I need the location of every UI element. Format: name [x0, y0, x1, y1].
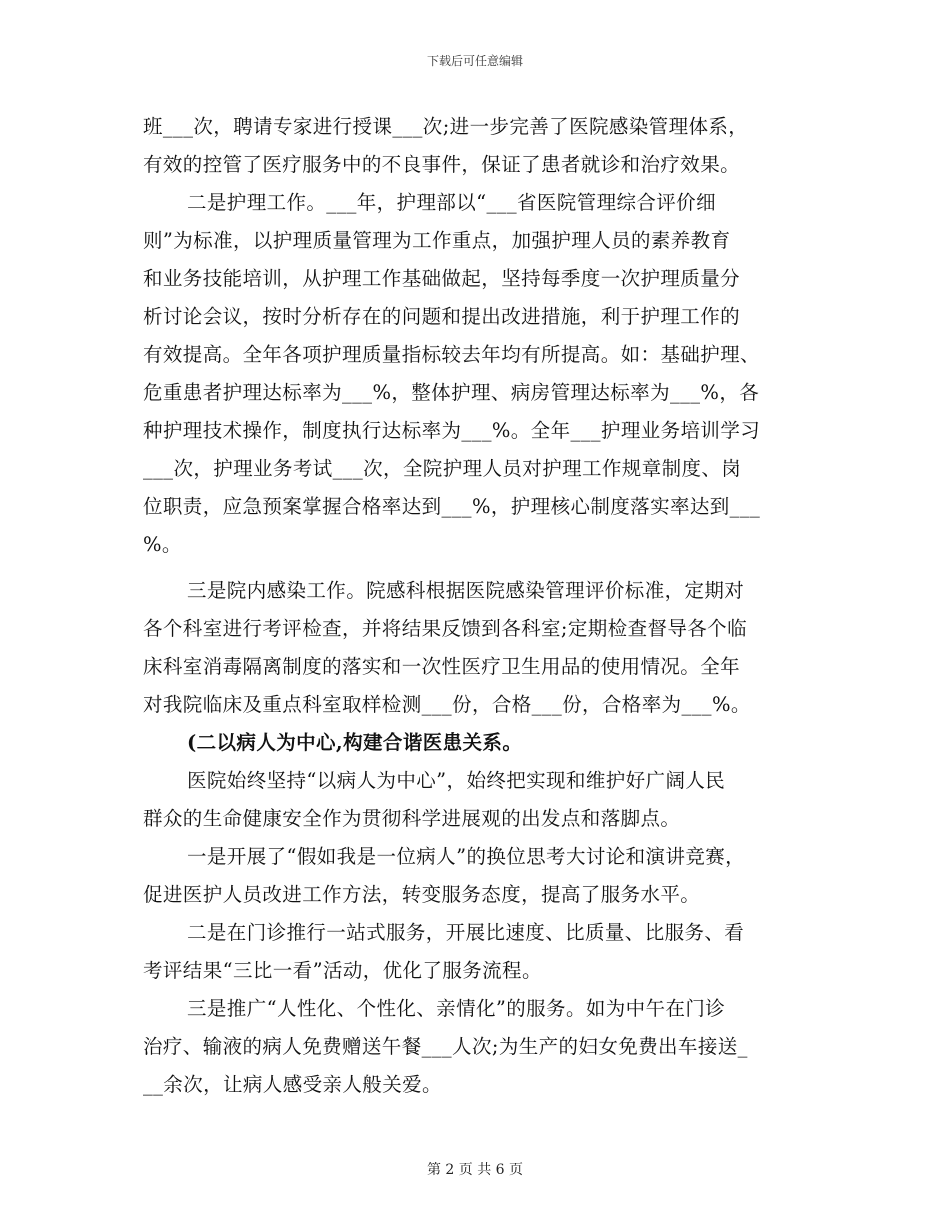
text-line: 位职责，应急预案掌握合格率达到___%，护理核心制度落实率达到___: [143, 495, 761, 518]
text-line: (二以病人为中心,构建合谐医患关系。: [187, 731, 523, 754]
text-line: 二是在门诊推行一站式服务，开展比速度、比质量、比服务、看: [187, 921, 745, 944]
text-line: 危重患者护理达标率为___%，整体护理、病房管理达标率为___%，各: [143, 381, 760, 404]
text-line: 班___次，聘请专家进行授课___次;进一步完善了医院感染管理体系，: [143, 115, 749, 138]
text-line: ___次，护理业务考试___次，全院护理人员对护理工作规章制度、岗: [143, 457, 742, 480]
text-line: %。: [143, 533, 182, 556]
header-note: 下载后可任意编辑: [426, 54, 523, 68]
text-line: 一是开展了“假如我是一位病人”的换位思考大讨论和演讲竞赛，: [187, 845, 746, 868]
text-line: 三是院内感染工作。院感科根据医院感染管理评价标准，定期对: [187, 579, 745, 602]
text-line: 各个科室进行考评检查，并将结果反馈到各科室;定期检查督导各个临: [143, 617, 747, 640]
text-line: 析讨论会议，按时分析存在的问题和提出改进措施，利于护理工作的: [143, 305, 741, 328]
text-line: 治疗、输液的病人免费赠送午餐___人次;为生产的妇女免费出车接送_: [143, 1035, 748, 1058]
text-line: 有效的控管了医疗服务中的不良事件，保证了患者就诊和治疗效果。: [143, 153, 741, 176]
text-line: 三是推广“人性化、个性化、亲情化”的服务。如为中午在门诊: [187, 997, 726, 1020]
text-line: 床科室消毒隔离制度的落实和一次性医疗卫生用品的使用情况。全年: [143, 655, 741, 678]
text-line: 促进医护人员改进工作方法，转变服务态度，提高了服务水平。: [143, 883, 701, 906]
text-line: 群众的生命健康安全作为贯彻科学进展观的出发点和落脚点。: [143, 807, 681, 830]
text-line: 考评结果“三比一看”活动，优化了服务流程。: [143, 959, 542, 982]
text-line: 医院始终坚持“以病人为中心”，始终把实现和维护好广阔人民: [187, 769, 726, 792]
document-body: [143, 108, 805, 1104]
text-line: 二是护理工作。___年，护理部以“___省医院管理综合评价细: [187, 191, 716, 214]
text-line: 有效提高。全年各项护理质量指标较去年均有所提高。如：基础护理、: [143, 343, 760, 366]
text-line: 对我院临床及重点科室取样检测___份，合格___份，合格率为___%。: [143, 693, 751, 716]
text-line: __余次，让病人感受亲人般关爱。: [143, 1073, 442, 1096]
text-line: 种护理技术操作，制度执行达标率为___%。全年___护理业务培训学习: [143, 419, 761, 442]
page-number: 第 2 页 共 6 页: [426, 1162, 524, 1178]
text-line: 和业务技能培训，从护理工作基础做起，坚持每季度一次护理质量分: [143, 267, 741, 290]
text-line: 则”为标准，以护理质量管理为工作重点，加强护理人员的素养教育: [143, 229, 731, 252]
